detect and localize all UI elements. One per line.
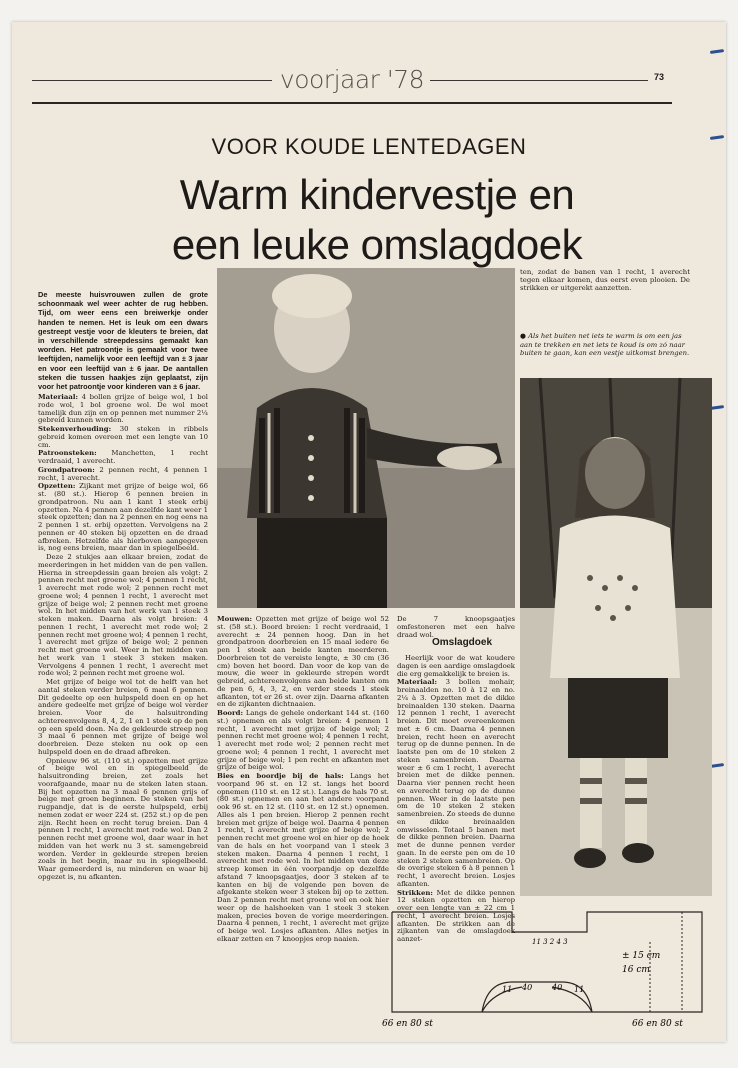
omslagdoek-heading: Omslagdoek xyxy=(432,637,493,648)
diagram-dimension-1: ± 15 cm xyxy=(622,951,661,961)
paragraph: Opnieuw 96 st. (110 st.) opzetten met grijze of beige wol en in spiegelbeeld de halsuitronding breien, zet zoals het voorafgaande, maar nu de steken laten staan. Bij het opzetten na 3 maal 6 pennen grijs of beige met groen beginnen. De steken van het rugpandje, dat is de eerste hulpspeld, erbij nemen zodat er weer 224 st. (252 st.) op de pen zijn. Recht heen en recht terug breien. Dan 4 pennen 1 recht, 1 averecht met rode wol. Dan 2 pennen recht met groene wol, daar waar in het midden van het werk nu 3 st. samengebreid worden. Verder in gekleurde strepen breien zoals in het begin, maar nu in spiegelbeeld. Waar gemeerderd is, nu minderen en waar bij opgezet is, nu afkanten. xyxy=(38,756,208,881)
body-column-1 xyxy=(38,394,208,1012)
body-column-3-top xyxy=(520,269,690,309)
binder-mark xyxy=(710,763,724,768)
diagram-arc-label: 11 xyxy=(502,985,513,994)
paragraph: Strikken: Met de dikke pennen 12 steken opzetten en hierop over een lengte van ± 22 cm 1 recht, 1 averecht breien. Losjes afkanten. De strikken aan de zijkanten van de omslagdoek aanzet- xyxy=(397,888,515,943)
diagram-dimension-2: 16 cm xyxy=(622,965,650,975)
paragraph: Stekenverhouding: 30 steken in ribbels gebreid komen overeen met een lengte van 10 cm. xyxy=(38,425,208,449)
paragraph: Bies en boordje bij de hals: Langs het voorpand 96 st. en 12 st. langs het boord opnemen (110 st. en 12 st.). Langs de hals 70 st. (80 st.) opnemen en aan het andere voorpand ook 96 st. en 12 st. (110 st. en 12 st.) opnemen. Alles als 1 pen breien. Hierop 2 pennen recht breien met grijze of beige wol. Daarna 4 pennen 1 recht, 1 averecht met grijze of beige wol; 2 pennen recht met groene wol en hier op de hoek van de hals en het voorpand van 1 steek 3 steken maken. Daarna 4 pennen 1 recht, 1 averecht met rode wol. In het midden van deze streep komen in één voorpandje op dezelfde afstand 7 knoopsgaatjes, door 3 steken af te kanten en bij de volgende pen boven de afgekante steken weer 3 steken bij op te zetten. Dan 2 pennen recht met groene wol en ook hier weer op de halshoeken van 1 steek 3 steken maken, precies boven de vorige meerderingen. Daarna 4 pennen, 1 recht, 1 averecht met grijze of beige wol. Losjes afkanten. Alles netjes in elkaar zetten en 7 knoopjes erop naaien. xyxy=(217,772,390,943)
headline-line-1: Warm kindervestje en xyxy=(179,171,575,218)
diagram-arc-label: 40 xyxy=(522,983,533,992)
paragraph: Materiaal: 4 bollen grijze of beige wol, 1 bol rode wol, 1 bol groene wol. De wol moet tamelijk dun zijn en op pennen met nummer 2¼ gebreid kunnen worden. xyxy=(38,393,208,425)
headline-line-2: een leuke omslagdoek xyxy=(171,221,583,268)
paragraph: Materiaal: 3 bollen mohair, breinaalden no. 10 à 12 en no. 2¼ à 3. Opzetten met de dikke breinaalden 130 steken. Daarna 12 pennen 1 recht, 1 averecht breien. Dit moet overeenkomen met ± 6 cm. Daarna 4 pennen breien, recht heen en averecht terug op de dunne pennen. In de laatste pen om de 10 steken 2 steken samenbreien. Daarna weer ± 6 cm 1 recht, 1 averecht breien met de dikke pennen. Daarna vier pennen recht heen en averecht terug op de dunne pennen. Weer in de laatste pen om de 10 steken 2 steken samenbreien. Zo steeds de dunne en dikke breinaalden omwisselen. Totaal 5 banen met de dikke pennen breien. Daarna met de dunne pennen verder gaan. In de eerste pen om de 10 steken 2 steken samenbreien. Op de overige steken 6 à 8 pennen 1 recht, 1 averecht breien. Losjes afkanten. xyxy=(397,678,515,888)
diagram-bottom-left: 66 en 80 st xyxy=(382,1019,433,1029)
diagram-arc-label: 40 xyxy=(552,983,563,992)
issue-folio: voorjaar '78 xyxy=(279,65,425,94)
diagram-arc-label: 11 xyxy=(574,985,585,994)
diagram-bottom-right: 66 en 80 st xyxy=(632,1019,683,1029)
knitting-pattern-diagram xyxy=(382,888,722,1032)
article-kicker: VOOR KOUDE LENTEDAGEN xyxy=(211,134,527,159)
paragraph: Heerlijk voor de wat koudere dagen is een aardige omslagdoek die erg gemakkelijk te breien is. xyxy=(397,654,515,678)
paragraph: Mouwen: Opzetten met grijze of beige wol 52 st. (58 st.). Boord breien: 1 recht verdraaid, 1 averecht ± 24 pennen hoog. Dan in het grondpatroon doorbreien en 15 maal iedere 6e pen 1 steek aan beide kanten meerderen. Doorbreien tot de vereiste lengte, ± 30 cm (36 cm) boven het boord. Dan voor de kop van de mouw, die weer in gekleurde strepen wordt gebreid, achtereenvolgens aan beide kanten om de pen 6, 4, 3, 2, en verder steeds 1 steek afkanten, tot er 26 st. over zijn. Daarna afkanten en de zijkanten dichtnaaien. xyxy=(217,615,389,709)
paragraph: Grondpatroon: 2 pennen recht, 4 pennen 1 recht, 1 averecht. xyxy=(38,465,208,482)
paragraph: ten, zodat de banen van 1 recht, 1 averecht tegen elkaar komen, dus eerst even plooien. De strikken er uitgerekt aanzetten. xyxy=(520,268,690,292)
toddler-photo xyxy=(217,268,515,608)
paragraph: Deze 2 stukjes aan elkaar breien, zodat de meerderingen in het midden van de pen vallen. Hierna in streepdessin gaan breien als volgt: 2 pennen recht met groene wol; 4 pennen 1 recht, 1 averecht met rode wol; 2 pennen recht met groene wol; 4 pennen 1 recht, 1 averecht met grijze of beige wol; 2 pennen recht met groene wol. In het midden van het werk van 1 steek 3 steken maken. Daarna als volgt breien: 4 pennen 1 recht, 1 averecht met rode wol; 2 pennen recht met groene wol; 4 pennen 1 recht, 1 averecht met grijze of beige wol; 2 pennen recht met groene wol. Weer in het midden van het werk van 1 steek 3 steken maken. Vervolgens 4 pennen 1 recht, 1 averecht met rode wol; 2 pennen recht met groene wol. xyxy=(38,553,208,678)
girl-photo-illustration xyxy=(520,378,712,896)
header-rule-right xyxy=(430,80,648,81)
header-underline xyxy=(32,102,672,104)
paragraph: Met grijze of beige wol tot de helft van het aantal steken verder breien, 6 maal 6 pennen. Dit gedeelte op een hulpspeld doen en op het andere gedeelte met grijze of beige wol verder breien. Voor de halsuitronding achtereenvolgens 8, 4, 2, 1 en 1 steek op de pen op een speld doen. Na de gekleurde streep nog 3 maal 6 pennen met grijze of beige wol doorbreien. Deze steken nu ook op een hulpspeld doen en de draad afbreken. xyxy=(38,678,208,756)
omslagdoek-column xyxy=(397,654,515,943)
paragraph: Boord: Langs de gehele onderkant 144 st. (160 st.) opnemen en als volgt breien: 4 pennen 1 recht, 1 averecht met grijze of beige wol; 2 pennen recht met groene wol; 4 pennen 1 recht, 1 averecht met rode wol; 2 pennen recht met groene wol; 4 pennen 1 recht, 1 averecht met grijze of beige wol; 1 pen recht en afkanten met grijze of beige wol. xyxy=(217,709,389,772)
header-rule-left xyxy=(32,80,272,81)
girl-photo xyxy=(520,378,712,896)
page-number: 73 xyxy=(654,72,665,82)
caption-bullet: ● xyxy=(520,332,526,340)
diagram-top-label: 11 3 2 4 3 xyxy=(532,938,568,946)
paragraph: De 7 knoopsgaatjes omfestoneren met een halve draad wol. xyxy=(397,615,515,639)
body-column-2 xyxy=(217,616,389,1016)
binder-mark xyxy=(710,405,724,410)
article-headline xyxy=(82,170,672,270)
paragraph: Patroonsteken: Manchetten, 1 recht verdraaid, 1 averecht. xyxy=(38,449,208,465)
binder-mark xyxy=(710,49,724,54)
article-lead: De meeste huisvrouwen zullen de grote schoonmaak wel weer achter de rug hebben. Tijd, om weer eens een breiwerkje onder handen te nemen. Het is leuk om een dwars gestreept vestje voor de kleuters te breien, dat in verschillende streepdessins gemaakt kan worden. Het patroontje is gemaakt voor twee leeftijden, namelijk voor een leeftijd van ± 3 jaar en voor een leeftijd van ± 6 jaar. De aantallen steken die tussen haakjes zijn geplaatst, zijn voor het patroontje voor kinderen van ± 6 jaar. xyxy=(38,290,208,392)
paragraph: Opzetten: Zijkant met grijze of beige wol, 66 st. (80 st.). Hierop 6 pennen breien in grondpatroon. Nu aan 1 kant 1 steek erbij opzetten. Na 4 pennen aan dezelfde kant weer 1 steek opzetten; dan na 2 pennen en nog eens na 2 pennen 1 st. erbij opzetten. Vervolgens na 2 pennen er 40 steken bij opzetten en de draad afbreken. Hetzelfde als hierboven aangegeven is, nog eens breien, maar dan in spiegelbeeld. xyxy=(38,482,208,553)
toddler-photo-illustration xyxy=(217,268,515,608)
photo-caption xyxy=(520,332,690,358)
magazine-page xyxy=(12,22,726,1042)
caption-text: Als het buiten net iets te warm is om een jas aan te trekken en net iets te koud is om zó naar buiten te gaan, kan een vestje uitkomst brengen. xyxy=(520,332,690,358)
body-column-3-continued xyxy=(397,615,515,639)
